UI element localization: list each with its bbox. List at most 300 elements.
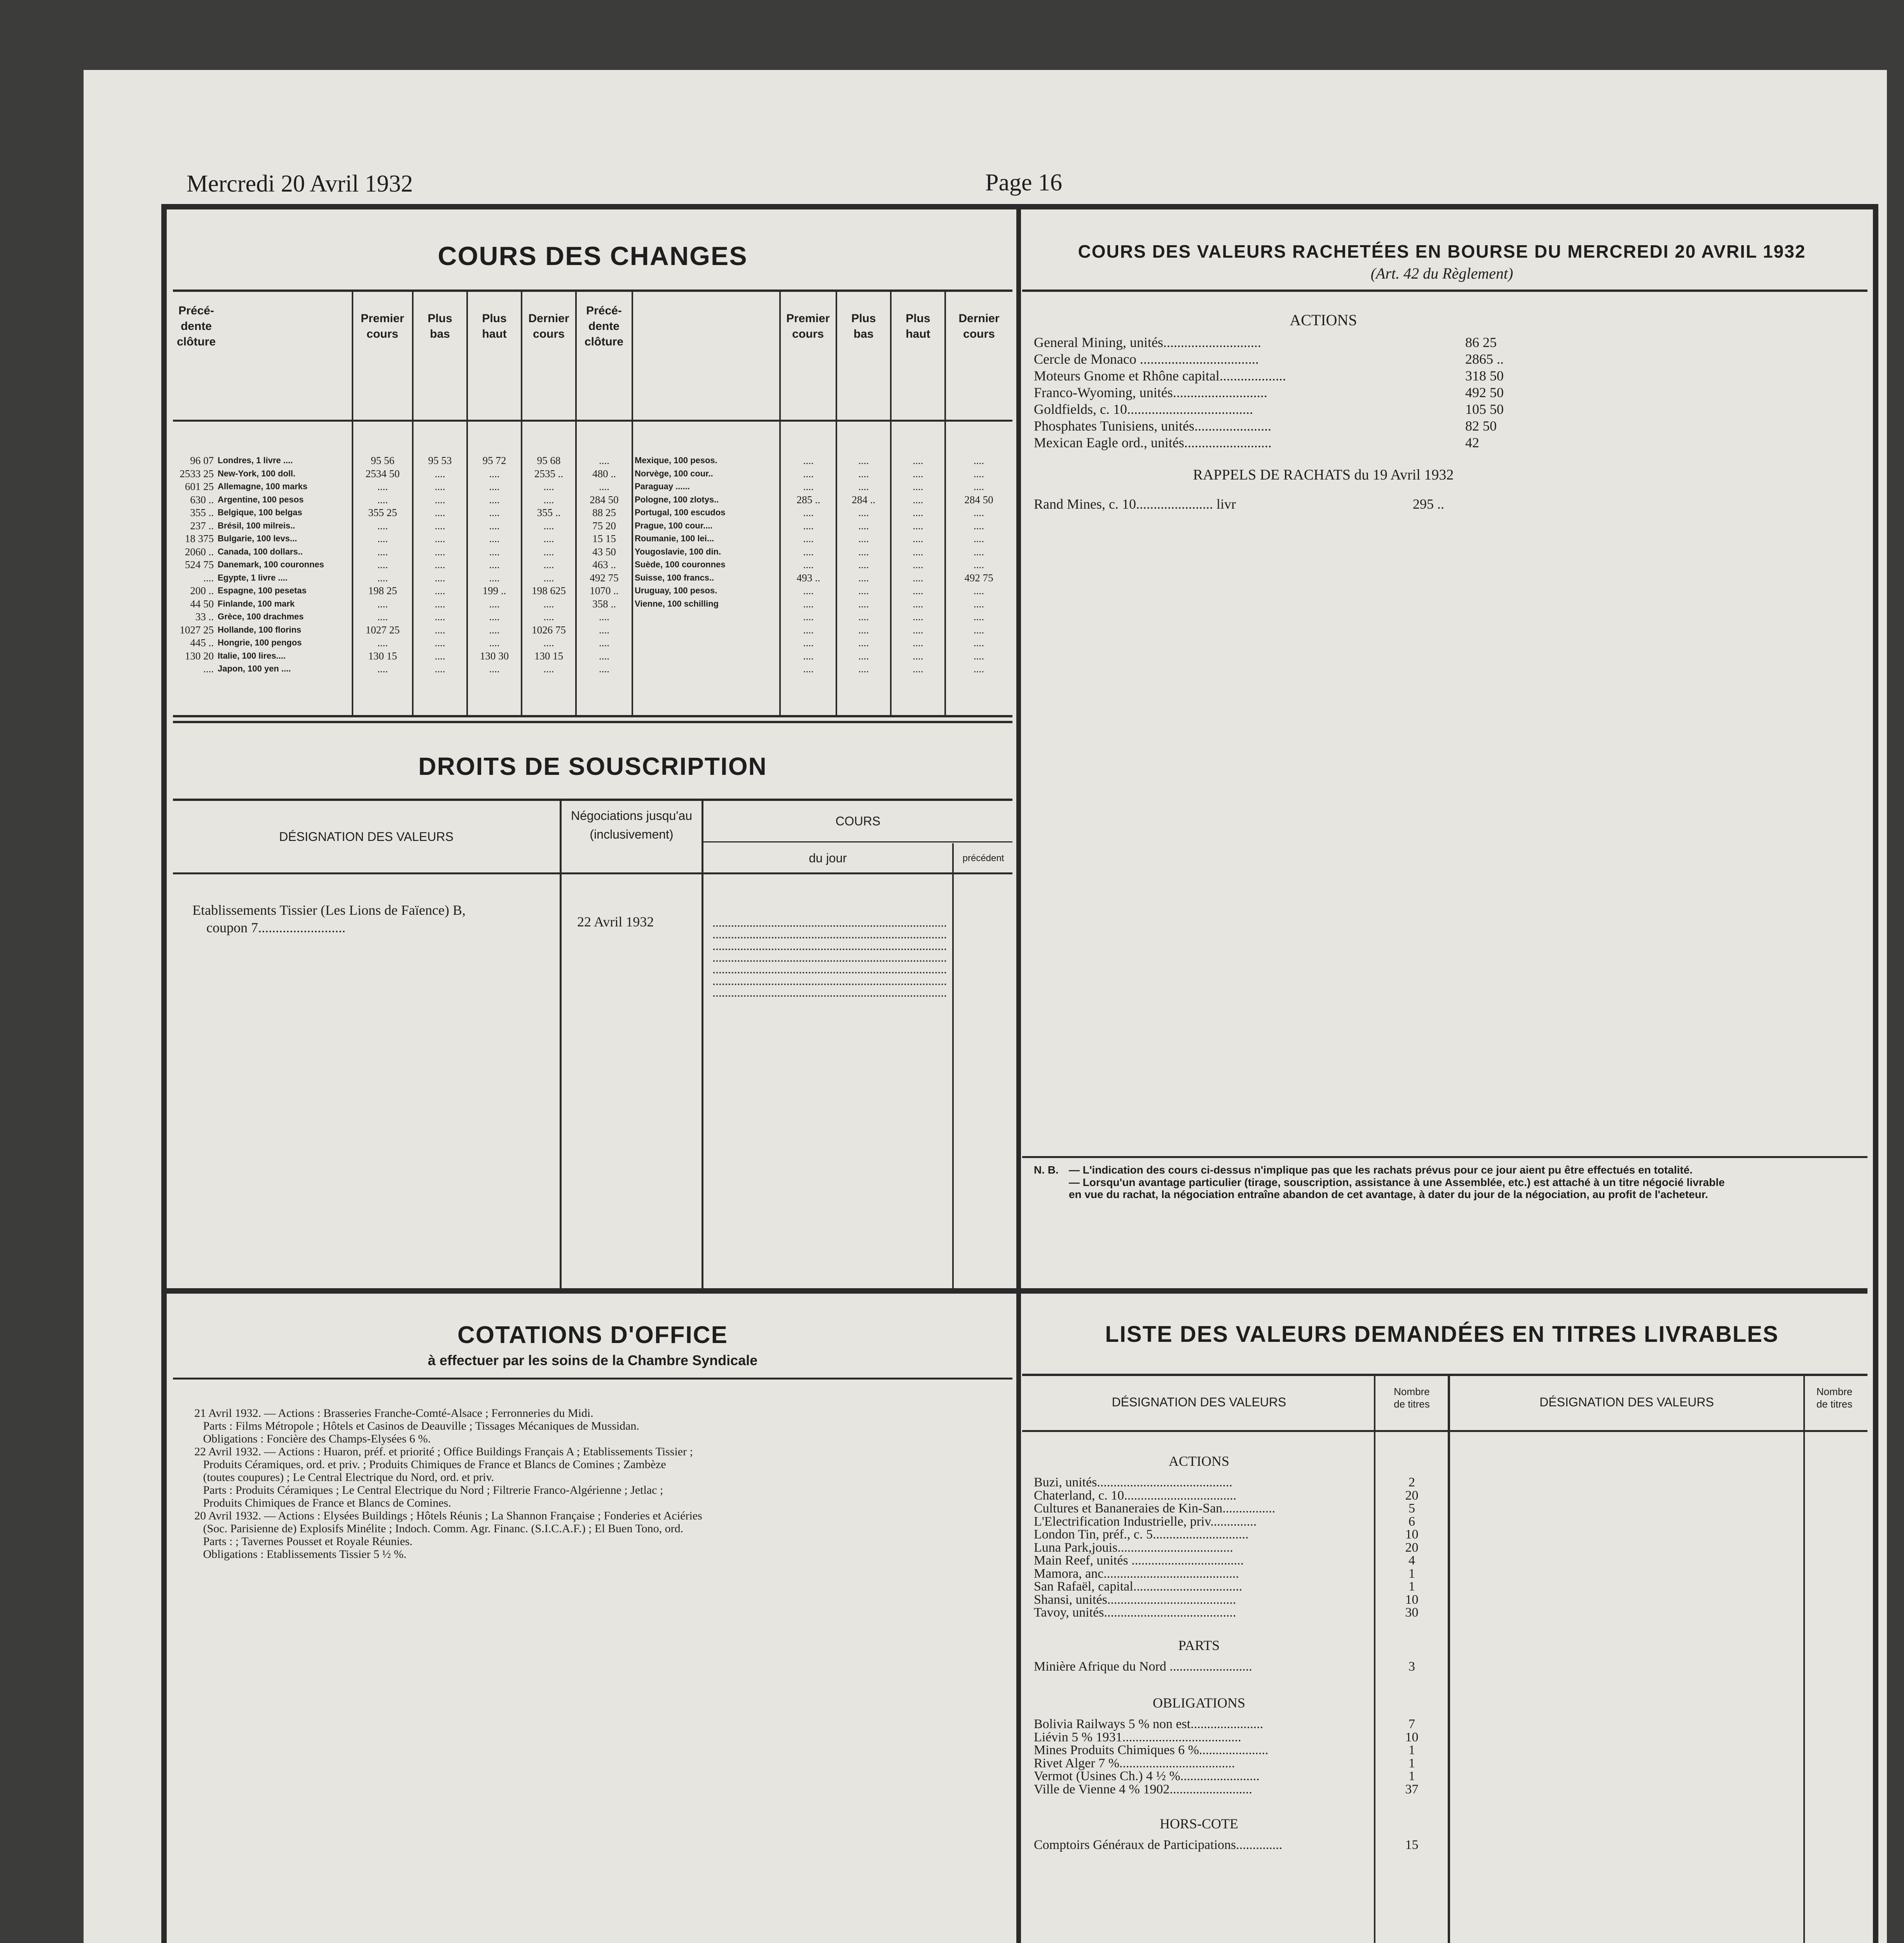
change-currency-name: Brésil, 100 milreis.. xyxy=(218,520,295,530)
change-precedente: 33 .. xyxy=(195,611,214,623)
change-currency-name: Mexique, 100 pesos. xyxy=(635,455,717,465)
livrable-nombre: 10 xyxy=(1405,1730,1419,1744)
change-dernier: .... xyxy=(974,481,984,492)
change-premier: .... xyxy=(377,611,388,623)
change-premier: .... xyxy=(803,650,814,662)
change-precedente: 43 50 xyxy=(592,546,616,558)
changes-col-premier: Premier cours xyxy=(361,312,404,340)
change-plus-haut: 199 .. xyxy=(482,585,506,597)
change-precedente: 463 .. xyxy=(592,559,616,570)
livrable-nombre: 1 xyxy=(1408,1743,1415,1757)
change-plus-haut: .... xyxy=(913,494,923,506)
change-dernier: .... xyxy=(543,520,554,532)
change-plus-bas: .... xyxy=(435,585,445,597)
changes-vrule xyxy=(412,290,414,715)
column-divider-top xyxy=(1016,208,1021,1288)
change-dernier: .... xyxy=(543,598,554,610)
change-plus-haut: .... xyxy=(489,572,500,584)
souscription-item-date: 22 Avril 1932 xyxy=(577,914,654,930)
change-dernier: .... xyxy=(974,650,984,662)
changes-vrule xyxy=(575,290,577,715)
livrable-name: Ville de Vienne 4 % 1902......................... xyxy=(1034,1782,1252,1796)
livrable-nombre: 5 xyxy=(1408,1501,1415,1516)
rachat-value: 82 50 xyxy=(1465,418,1497,434)
change-plus-bas: .... xyxy=(858,650,869,662)
change-premier: .... xyxy=(803,559,814,570)
change-currency-name: Allemagne, 100 marks xyxy=(218,481,308,491)
livrable-name: Shansi, unités....................................... xyxy=(1034,1592,1236,1607)
change-currency-name: Danemark, 100 couronnes xyxy=(218,560,324,569)
change-plus-haut: .... xyxy=(913,572,923,584)
change-premier: 493 .. xyxy=(796,572,820,584)
change-plus-bas: .... xyxy=(858,598,869,610)
change-premier: .... xyxy=(803,455,814,466)
change-plus-haut: .... xyxy=(489,520,500,532)
change-plus-bas: .... xyxy=(858,624,869,636)
change-plus-bas: .... xyxy=(858,585,869,597)
nb-label: N. B. xyxy=(1034,1164,1059,1176)
change-dernier: .... xyxy=(974,559,984,570)
change-dernier: 95 68 xyxy=(537,455,561,466)
change-plus-bas: .... xyxy=(435,598,445,610)
souscription-rule-top xyxy=(173,799,1012,801)
change-currency-name: Belgique, 100 belgas xyxy=(218,508,302,517)
change-premier: 285 .. xyxy=(796,494,820,506)
change-plus-haut: .... xyxy=(489,546,500,558)
souscription-dotted-cell xyxy=(713,931,1016,941)
changes-rule-bottom-2 xyxy=(173,721,1012,723)
souscription-col-negociations: Négociations jusqu'au (inclusivement) xyxy=(571,809,693,841)
change-precedente: 1070 .. xyxy=(590,585,619,597)
change-precedente: 355 .. xyxy=(190,507,214,518)
change-precedente: .... xyxy=(599,624,609,636)
change-premier: .... xyxy=(377,533,388,544)
livrable-nombre: 10 xyxy=(1405,1527,1419,1542)
change-premier: .... xyxy=(803,585,814,597)
change-premier: 95 56 xyxy=(371,455,394,466)
livrable-nombre: 7 xyxy=(1408,1717,1415,1731)
change-currency-name: Roumanie, 100 lei... xyxy=(635,534,714,543)
change-plus-haut: .... xyxy=(913,650,923,662)
change-dernier: 1026 75 xyxy=(532,624,566,636)
livrable-name: Cultures et Bananeraies de Kin-San................ xyxy=(1034,1501,1276,1516)
change-plus-bas: 284 .. xyxy=(852,494,876,506)
livrables-col-designation-2: DÉSIGNATION DES VALEURS xyxy=(1539,1395,1714,1409)
change-currency-name: Argentine, 100 pesos xyxy=(218,494,304,504)
souscription-item-name: Etablissements Tissier (Les Lions de Faïence) B, coupon 7......................... xyxy=(192,902,466,935)
change-precedente: .... xyxy=(599,650,609,662)
change-currency-name: Uruguay, 100 pesos. xyxy=(635,586,717,595)
livrable-nombre: 1 xyxy=(1408,1579,1415,1594)
change-precedente: 96 07 xyxy=(190,455,214,466)
change-precedente: 18 375 xyxy=(185,533,214,544)
livrables-col-nombre: Nombre de titres xyxy=(1394,1386,1430,1410)
souscription-vrule xyxy=(560,799,562,1288)
change-premier: .... xyxy=(803,598,814,610)
rappel-rachat-name: Rand Mines, c. 10...................... livr xyxy=(1034,496,1236,512)
souscription-col-cours: COURS xyxy=(835,814,881,828)
nb-text: — L'indication des cours ci-dessus n'implique pas que les rachats prévus pour ce jour aient pu être effectués en totalité. — Lorsqu'un avantage particulier (tirage, souscription, assistance à une Assemblée, etc.) est attaché à un titre négocié livrable en vue du rachat, la négociation entraîne abandon de cet avantage, à dater du jour de la négociation, au profit de l'acheteur. xyxy=(1069,1164,1725,1200)
rachat-name: Goldfields, c. 10.................................... xyxy=(1034,401,1253,417)
change-precedente: .... xyxy=(599,611,609,623)
change-currency-name: Suède, 100 couronnes xyxy=(635,560,726,569)
rachat-name: Phosphates Tunisiens, unités...................... xyxy=(1034,418,1272,434)
change-dernier: .... xyxy=(543,494,554,506)
change-precedente: 480 .. xyxy=(592,467,616,480)
change-precedente: .... xyxy=(599,481,609,492)
souscription-vrule xyxy=(702,799,703,1288)
change-currency-name: Pologne, 100 zlotys.. xyxy=(635,494,719,504)
livrable-nombre: 20 xyxy=(1405,1488,1419,1503)
change-precedente: .... xyxy=(599,455,609,466)
livrable-name: Mines Produits Chimiques 6 %..................... xyxy=(1034,1743,1269,1757)
change-premier: 2534 50 xyxy=(365,467,400,480)
change-currency-name: Grèce, 100 drachmes xyxy=(218,612,304,621)
change-premier: .... xyxy=(803,663,814,675)
livrables-oblig-label: OBLIGATIONS xyxy=(1153,1695,1245,1711)
souscription-dotted-cell xyxy=(713,966,1016,976)
change-precedente: 75 20 xyxy=(592,520,616,532)
change-precedente: 237 .. xyxy=(190,520,214,532)
souscription-dotted-cell xyxy=(713,977,1016,988)
livrable-nombre: 37 xyxy=(1405,1782,1419,1796)
livrable-name: Rivet Alger 7 %................................... xyxy=(1034,1756,1235,1770)
change-currency-name: Suisse, 100 francs.. xyxy=(635,572,714,583)
livrable-nombre: 10 xyxy=(1405,1592,1419,1607)
change-dernier: .... xyxy=(543,611,554,623)
change-premier: .... xyxy=(803,467,814,480)
change-dernier: .... xyxy=(974,467,984,480)
change-premier: .... xyxy=(803,624,814,636)
change-premier: .... xyxy=(377,637,388,649)
change-precedente: .... xyxy=(203,572,214,584)
rachat-value: 2865 .. xyxy=(1465,351,1504,367)
souscription-col-du-jour: du jour xyxy=(809,851,847,865)
livrable-name: Comptoirs Généraux de Participations.............. xyxy=(1034,1838,1283,1852)
change-dernier: .... xyxy=(543,637,554,649)
livrables-rule-head xyxy=(1022,1430,1867,1432)
change-currency-name: Londres, 1 livre .... xyxy=(218,455,293,465)
changes-rule-head xyxy=(173,420,1012,422)
change-plus-bas: .... xyxy=(435,611,445,623)
change-precedente: 1027 25 xyxy=(180,624,214,636)
change-dernier: .... xyxy=(974,455,984,466)
change-plus-haut: 95 72 xyxy=(482,455,506,466)
changes-col-plus-bas-2: Plus bas xyxy=(851,312,876,340)
change-plus-haut: .... xyxy=(913,481,923,492)
change-dernier: .... xyxy=(543,572,554,584)
change-plus-haut: .... xyxy=(913,507,923,518)
change-currency-name: Prague, 100 cour.... xyxy=(635,520,713,530)
livrable-nombre: 30 xyxy=(1405,1605,1419,1620)
change-plus-bas: .... xyxy=(435,624,445,636)
change-plus-haut: .... xyxy=(489,507,500,518)
livrables-rule-top xyxy=(1022,1374,1867,1376)
change-currency-name: Bulgarie, 100 levs... xyxy=(218,534,297,543)
change-premier: .... xyxy=(377,572,388,584)
change-precedente: 44 50 xyxy=(190,598,214,610)
changes-col-precedente-2: Précé- dente clôture xyxy=(584,304,624,348)
livrable-name: Main Reef, unités .................................. xyxy=(1034,1553,1244,1568)
souscription-col-designation: DÉSIGNATION DES VALEURS xyxy=(279,830,454,844)
changes-vrule xyxy=(944,290,946,715)
change-currency-name: Vienne, 100 schilling xyxy=(635,598,719,609)
changes-col-dernier: Dernier cours xyxy=(528,312,569,340)
cotations-rule xyxy=(173,1378,1012,1380)
change-precedente: 524 75 xyxy=(185,559,214,570)
change-plus-haut: .... xyxy=(489,533,500,544)
change-dernier: .... xyxy=(974,546,984,558)
changes-col-premier-2: Premier cours xyxy=(786,312,830,340)
change-plus-haut: .... xyxy=(913,467,923,480)
livrables-vrule xyxy=(1374,1374,1375,1943)
livrable-name: Minière Afrique du Nord ......................... xyxy=(1034,1659,1252,1674)
change-currency-name: Espagne, 100 pesetas xyxy=(218,586,307,595)
change-plus-haut: .... xyxy=(489,481,500,492)
newspaper-page xyxy=(84,70,1887,1943)
livrable-name: Bolivia Railways 5 % non est...................... xyxy=(1034,1717,1264,1731)
change-premier: .... xyxy=(803,507,814,518)
rachat-value: 105 50 xyxy=(1465,401,1504,417)
rachat-value: 42 xyxy=(1465,435,1479,450)
change-plus-bas: .... xyxy=(858,559,869,570)
change-dernier: .... xyxy=(974,533,984,544)
change-dernier: 198 625 xyxy=(532,585,566,597)
rappels-rachats-label: RAPPELS DE RACHATS du 19 Avril 1932 xyxy=(1193,467,1454,483)
changes-vrule xyxy=(352,290,353,715)
change-plus-haut: .... xyxy=(489,637,500,649)
changes-col-plus-haut: Plus haut xyxy=(482,312,507,340)
livrable-name: Chaterland, c. 10.................................. xyxy=(1034,1488,1237,1503)
changes-vrule xyxy=(466,290,468,715)
change-currency-name: Hongrie, 100 pengos xyxy=(218,638,302,647)
change-dernier: .... xyxy=(543,481,554,492)
livrable-nombre: 1 xyxy=(1408,1769,1415,1783)
change-premier: 198 25 xyxy=(368,585,397,597)
souscription-dotted-cell xyxy=(713,919,1016,930)
souscription-title: DROITS DE SOUSCRIPTION xyxy=(418,752,767,780)
change-dernier: .... xyxy=(974,507,984,518)
change-currency-name: New-York, 100 doll. xyxy=(218,468,296,478)
souscription-dotted-cell xyxy=(713,989,1016,999)
livrable-name: Vermot (Usines Ch.) 4 ½ %........................ xyxy=(1034,1769,1260,1783)
change-plus-haut: .... xyxy=(913,455,923,466)
souscription-dotted-cell xyxy=(713,954,1016,965)
changes-vrule xyxy=(836,290,837,715)
change-plus-haut: .... xyxy=(913,637,923,649)
change-plus-haut: .... xyxy=(489,663,500,675)
livrables-parts-label: PARTS xyxy=(1178,1637,1220,1653)
change-dernier: .... xyxy=(974,637,984,649)
livrable-name: Buzi, unités......................................... xyxy=(1034,1475,1232,1490)
change-dernier: .... xyxy=(974,598,984,610)
change-premier: 1027 25 xyxy=(365,624,400,636)
change-plus-bas: .... xyxy=(858,533,869,544)
rachat-name: Franco-Wyoming, unités........................... xyxy=(1034,385,1267,400)
changes-vrule xyxy=(890,290,892,715)
change-dernier: .... xyxy=(974,624,984,636)
change-plus-bas: .... xyxy=(435,481,445,492)
change-precedente: 445 .. xyxy=(190,637,214,649)
change-dernier: 2535 .. xyxy=(534,467,564,480)
rachat-value: 492 50 xyxy=(1465,385,1504,400)
change-plus-bas: .... xyxy=(435,507,445,518)
change-plus-haut: .... xyxy=(489,611,500,623)
rachetees-title: COURS DES VALEURS RACHETÉES EN BOURSE DU MERCREDI 20 AVRIL 1932 xyxy=(1078,241,1806,262)
change-plus-bas: .... xyxy=(435,650,445,662)
change-premier: .... xyxy=(803,520,814,532)
change-plus-haut: .... xyxy=(489,598,500,610)
change-dernier: 284 50 xyxy=(964,494,993,506)
header-date: Mercredi 20 Avril 1932 xyxy=(187,171,413,197)
change-premier: .... xyxy=(377,520,388,532)
change-dernier: .... xyxy=(543,533,554,544)
livrable-nombre: 2 xyxy=(1408,1475,1415,1490)
rappel-rachat-value: 295 .. xyxy=(1413,496,1444,512)
livrable-nombre: 1 xyxy=(1408,1756,1415,1770)
change-dernier: .... xyxy=(974,520,984,532)
souscription-rule-head xyxy=(173,872,1012,874)
change-plus-haut: .... xyxy=(913,559,923,570)
change-premier: .... xyxy=(803,533,814,544)
change-plus-bas: .... xyxy=(858,467,869,480)
change-precedente: 2533 25 xyxy=(180,467,214,480)
rachetees-rule-nb xyxy=(1022,1156,1867,1158)
rachat-value: 318 50 xyxy=(1465,368,1504,384)
change-precedente: 200 .. xyxy=(190,585,214,597)
change-plus-haut: .... xyxy=(489,559,500,570)
change-plus-haut: .... xyxy=(913,624,923,636)
livrable-name: Mamora, anc......................................... xyxy=(1034,1566,1239,1581)
livrable-name: Tavoy, unités........................................ xyxy=(1034,1605,1236,1620)
livrables-col-designation: DÉSIGNATION DES VALEURS xyxy=(1112,1395,1286,1409)
change-plus-haut: .... xyxy=(913,520,923,532)
change-premier: .... xyxy=(803,546,814,558)
change-dernier: 355 .. xyxy=(537,507,561,518)
livrable-name: L'Electrification Industrielle, priv.............. xyxy=(1034,1514,1257,1529)
livrables-vrule xyxy=(1448,1374,1450,1943)
change-plus-haut: 130 30 xyxy=(480,650,509,662)
change-precedente: 2060 .. xyxy=(185,546,214,558)
change-currency-name: Japon, 100 yen .... xyxy=(218,664,291,673)
change-plus-haut: .... xyxy=(913,598,923,610)
change-plus-bas: .... xyxy=(435,467,445,480)
rachat-name: General Mining, unités............................ xyxy=(1034,335,1261,350)
change-plus-bas: .... xyxy=(858,520,869,532)
rachetees-rule-top xyxy=(1022,290,1867,292)
souscription-col-precedent: précédent xyxy=(962,853,1004,863)
column-divider-mid xyxy=(1016,1292,1021,1943)
change-dernier: .... xyxy=(974,663,984,675)
livrable-nombre: 3 xyxy=(1408,1659,1415,1674)
rachetees-actions-label: ACTIONS xyxy=(1290,311,1357,329)
change-currency-name: Italie, 100 lires.... xyxy=(218,651,286,661)
change-plus-bas: .... xyxy=(858,455,869,466)
change-premier: .... xyxy=(803,481,814,492)
change-dernier: .... xyxy=(543,546,554,558)
change-plus-haut: .... xyxy=(489,624,500,636)
livrable-nombre: 1 xyxy=(1408,1566,1415,1581)
rachat-name: Cercle de Monaco .................................. xyxy=(1034,351,1259,367)
change-plus-bas: 95 53 xyxy=(428,455,452,466)
rachat-value: 86 25 xyxy=(1465,335,1497,350)
change-precedente: 130 20 xyxy=(185,650,214,662)
change-plus-haut: .... xyxy=(489,467,500,480)
livrable-name: San Rafaël, capital................................. xyxy=(1034,1579,1243,1594)
changes-rule-top xyxy=(173,290,1012,292)
livrable-name: Luna Park,jouis................................... xyxy=(1034,1540,1233,1555)
change-currency-name: Finlande, 100 mark xyxy=(218,598,295,609)
change-plus-bas: .... xyxy=(858,572,869,584)
cotations-title: COTATIONS D'OFFICE xyxy=(457,1322,728,1348)
cotations-text: 21 Avril 1932. — Actions : Brasseries Franche-Comté-Alsace ; Ferronneries du Midi. Parts : Films Métropole ; Hôtels et Casinos de Deauville ; Tissages Mécaniques de Mussidan. Obligations : Foncière des Champs-Elysées 6 %. 22 Avril 1932. — Actions : Huaron, préf. et priorité ; Office Buildings Français A ; Etablissements Tissier ; Produits Céramiques, ord. et priv. ; Produits Chimiques de France et Blancs de Comines ; Zambèze (toutes coupures) ; Le Central Electrique du Nord, ord. et priv. Parts : Produits Céramiques ; Le Central Electrique du Nord ; Filtrerie Franco-Algérienne ; Jetlac ; Produits Chimiques de France et Blancs de Comines. 20 Avril 1932. — Actions : Elysées Buildings ; Hôtels Réunis ; La Shannon Française ; Fonderies et Aciéries (Soc. Parisienne de) Explosifs Minélite ; Indoch. Comm. Agr. Financ. (S.I.C.A.F.) ; El Buen Tono, ord. Parts : ; Tavernes Pousset et Royale Réunies. Obligations : Etablissements Tissier 5 ½ %. xyxy=(194,1407,702,1561)
rachat-name: Mexican Eagle ord., unités......................... xyxy=(1034,435,1272,450)
change-premier: .... xyxy=(377,559,388,570)
changes-vrule xyxy=(521,290,522,715)
change-plus-haut: .... xyxy=(913,533,923,544)
livrable-nombre: 20 xyxy=(1405,1540,1419,1555)
change-premier: 355 25 xyxy=(368,507,397,518)
change-plus-bas: .... xyxy=(435,533,445,544)
livrable-nombre: 4 xyxy=(1408,1553,1415,1568)
change-currency-name: Hollande, 100 florins xyxy=(218,624,302,635)
change-plus-bas: .... xyxy=(435,663,445,675)
change-dernier: 130 15 xyxy=(534,650,564,662)
change-plus-bas: .... xyxy=(435,559,445,570)
change-plus-haut: .... xyxy=(913,546,923,558)
rachetees-subtitle: (Art. 42 du Règlement) xyxy=(1370,265,1513,282)
change-premier: .... xyxy=(377,546,388,558)
change-currency-name: Yougoslavie, 100 din. xyxy=(635,546,721,556)
change-dernier: 492 75 xyxy=(964,572,993,584)
change-plus-haut: .... xyxy=(913,585,923,597)
change-plus-bas: .... xyxy=(435,494,445,506)
change-premier: .... xyxy=(803,611,814,623)
change-dernier: .... xyxy=(543,559,554,570)
change-precedente: .... xyxy=(599,637,609,649)
change-plus-bas: .... xyxy=(435,520,445,532)
change-precedente: 601 25 xyxy=(185,481,214,492)
change-currency-name: Paraguay ...... xyxy=(635,481,690,491)
changes-vrule xyxy=(632,290,633,715)
souscription-dotted-cell xyxy=(713,942,1016,953)
livrables-hors-label: HORS-COTE xyxy=(1159,1816,1238,1831)
change-plus-bas: .... xyxy=(858,611,869,623)
change-premier: .... xyxy=(377,481,388,492)
change-plus-bas: .... xyxy=(858,637,869,649)
livrables-col-nombre-2: Nombre de titres xyxy=(1816,1386,1853,1410)
change-plus-bas: .... xyxy=(858,663,869,675)
souscription-vrule xyxy=(952,843,954,1288)
rachat-name: Moteurs Gnome et Rhône capital................... xyxy=(1034,368,1286,384)
change-currency-name: Egypte, 1 livre .... xyxy=(218,572,288,583)
change-precedente: 284 50 xyxy=(590,494,619,506)
change-dernier: .... xyxy=(543,663,554,675)
cotations-subtitle: à effectuer par les soins de la Chambre Syndicale xyxy=(428,1352,758,1368)
livrable-nombre: 6 xyxy=(1408,1514,1415,1529)
change-premier: .... xyxy=(377,598,388,610)
livrable-nombre: 15 xyxy=(1405,1838,1419,1852)
souscription-rule-cours xyxy=(702,841,1012,842)
change-currency-name: Norvège, 100 cour.. xyxy=(635,468,713,478)
livrables-title: LISTE DES VALEURS DEMANDÉES EN TITRES LIVRABLES xyxy=(1105,1322,1779,1347)
change-premier: .... xyxy=(803,637,814,649)
change-plus-haut: .... xyxy=(489,494,500,506)
change-plus-bas: .... xyxy=(858,546,869,558)
change-plus-bas: .... xyxy=(435,637,445,649)
header-page-number: Page 16 xyxy=(985,169,1063,196)
change-dernier: .... xyxy=(974,585,984,597)
